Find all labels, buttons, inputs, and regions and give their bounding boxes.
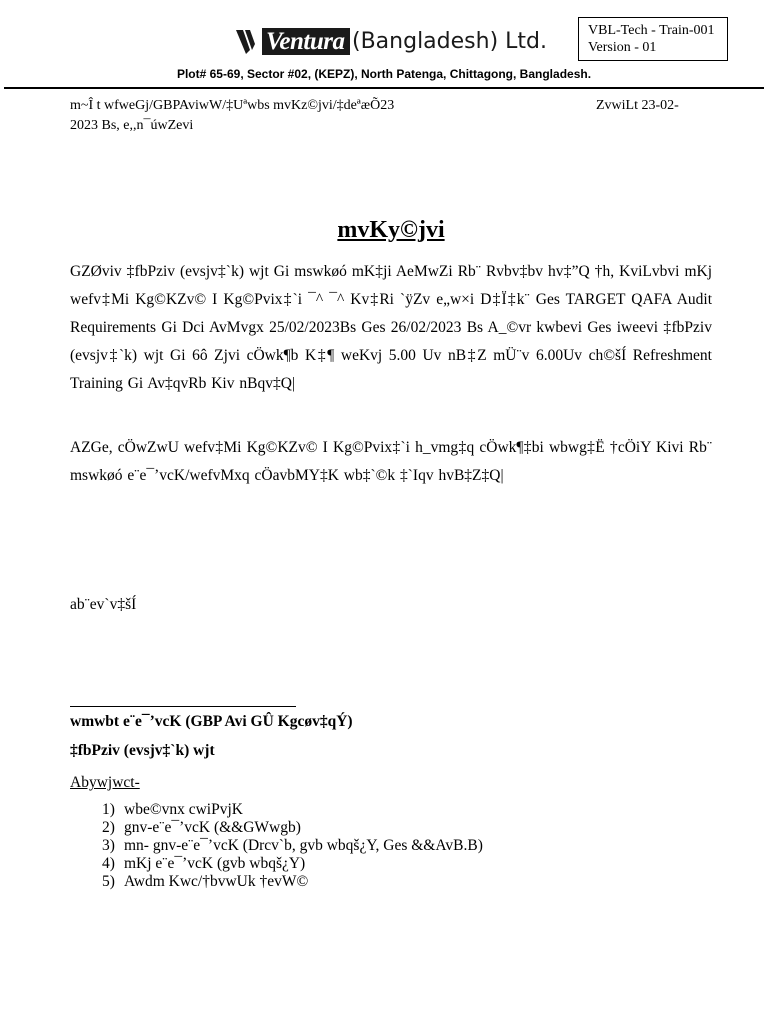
signatory-company: ‡fbPziv (evsjv‡`k) wjt <box>70 742 215 759</box>
company-logo <box>236 26 552 60</box>
body-paragraph-1: GZØviv ‡fbPziv (evsjv‡`k) wjt Gi mswkøó mK‡ji AeMwZi Rb¨ Rvbv‡bv hv‡”Q †h, KviLvbvi mKj wefv‡Mi Kg©KZv© I Kg©Pvix‡`i ¯^ ¯^ Kv‡Ri `ÿZv e„w×i D‡Ï‡k¨ Ges TARGET QAFA Audit Requirements Gi Dci AvMvgx 25/02/2023Bs Ges 26/02/2023 Bs A_©vr kwbevi Ges iweevi ‡fbPziv (evsjv‡`k) wjt Gi 6ô Zjvi cÖwk¶b K‡¶ weKvj 5.00 Uv nB‡Z mÜ¨v 6.00Uv ch©šÍ Refreshment Training Gi Av‡qvRb Kiv nBqv‡Q| <box>70 263 712 392</box>
logo-wordmark: Ventura <box>262 28 350 55</box>
company-address: Plot# 65-69, Sector #02, (KEPZ), North Patenga, Chittagong, Bangladesh. <box>176 67 592 81</box>
date-line-2: 2023 Bs, e,,n¯úwZevi <box>70 118 194 133</box>
list-item: 4) mKj e¨e¯’vcK (gvb wbqš¿Y) <box>102 855 306 872</box>
document-code-box <box>578 17 728 61</box>
closing-thanks: ab¨ev`v‡šÍ <box>70 596 137 613</box>
reference-number: m~Î t wfweGj/GBPAviwW/‡Uªwbs mvKz©jvi/‡deªæÕ23 <box>70 98 395 113</box>
copies-list <box>104 801 483 891</box>
copies-label: Abywjwct- <box>70 774 140 791</box>
circular-title: mvKy©jvi <box>337 217 445 243</box>
ventura-logo-icon <box>236 28 264 56</box>
header-divider <box>4 87 764 89</box>
list-item: 2) gnv-e¨e¯’vcK (&&GWwgb) <box>102 819 301 836</box>
document-version: Version - 01 <box>588 40 657 55</box>
document-code: VBL-Tech - Train-001 <box>588 23 715 38</box>
list-item: 5) Awdm Kwc/†bvwUk †evW© <box>102 873 309 890</box>
list-item: 1) wbe©vnx cwiPvjK <box>102 801 243 818</box>
logo-company-suffix: (Bangladesh) Ltd. <box>352 29 547 54</box>
list-item: 3) mn- gnv-e¨e¯’vcK (Drcv`b, gvb wbqš¿Y, Ges &&AvB.B) <box>102 837 483 854</box>
body-paragraph-2: AZGe, cÖwZwU wefv‡Mi Kg©KZv© I Kg©Pvix‡`i h_vmg‡q cÖwk¶‡bi wbwg‡Ë †cÖiY Kivi Rb¨ mswkøó e¨e¯’vcK/wefvMxq cÖavbMY‡K wb‡`©k ‡`Iqv hvB‡Z‡Q| <box>70 439 712 484</box>
date-line-1: ZvwiLt 23-02- <box>596 98 679 113</box>
signature-line <box>70 706 296 707</box>
signatory-title: wmwbt e¨e¯’vcK (GBP Avi GÛ Kgcøv‡qÝ) <box>70 713 353 730</box>
